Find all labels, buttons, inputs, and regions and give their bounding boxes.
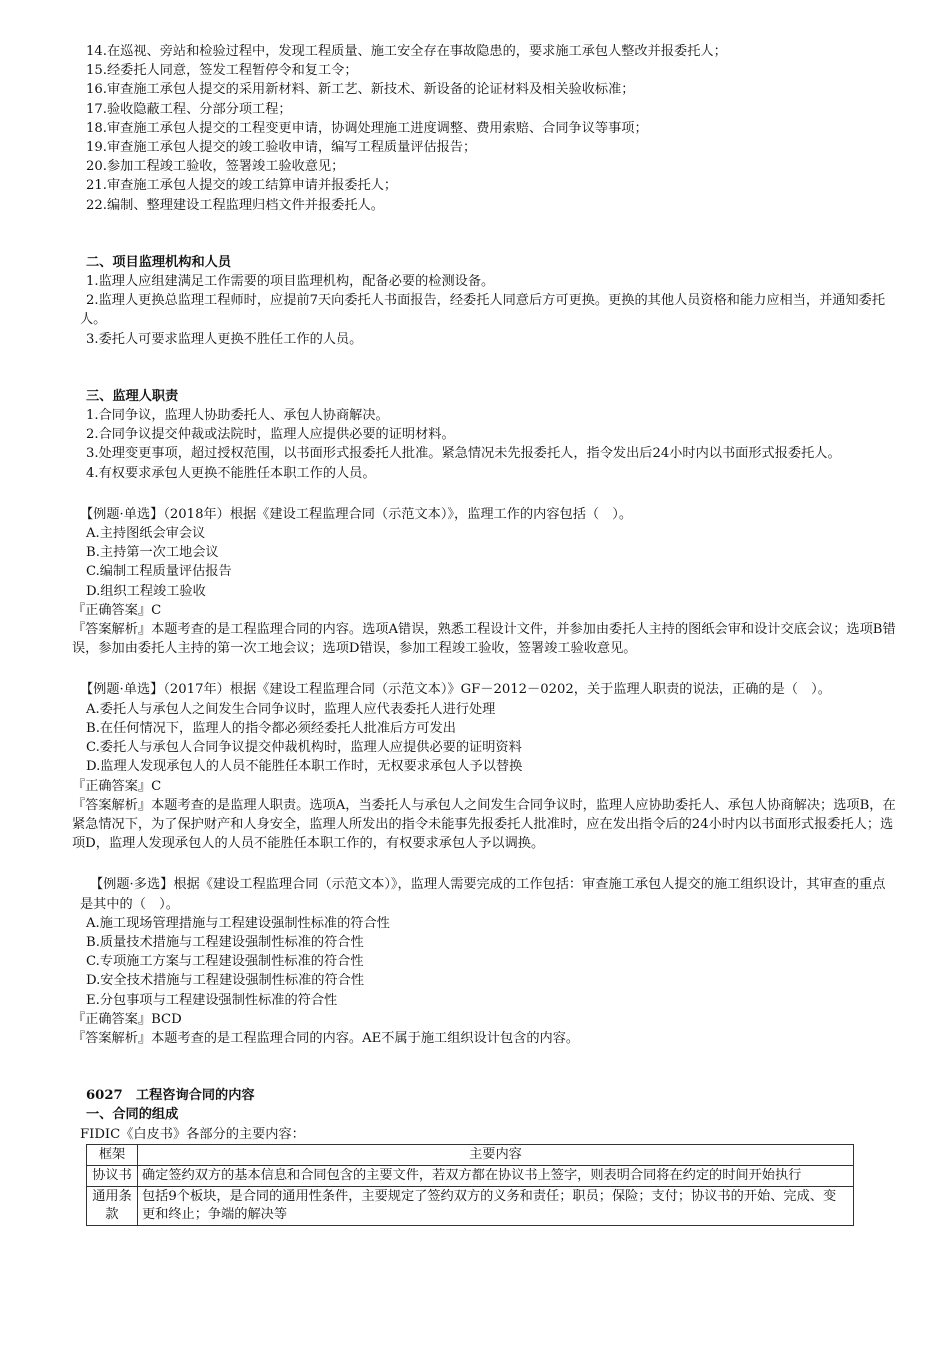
section-item: 2.合同争议提交仲裁或法院时，监理人应提供必要的证明材料。 (86, 427, 455, 443)
table-header: 主要内容 (138, 1144, 854, 1165)
question-text: 【例题·单选】（2017年）根据《建设工程监理合同（示范文本）》GF－2012－0202，关于监理人职责的说法，正确的是（ ）。 (80, 682, 831, 698)
option: A.主持图纸会审会议 (86, 526, 206, 542)
option: B.主持第一次工地会议 (86, 545, 219, 561)
option: B.在任何情况下，监理人的指令都必须经委托人批准后方可发出 (86, 720, 456, 736)
table-header-row (87, 1144, 854, 1165)
section-item: 4.有权要求承包人更换不能胜任本职工作的人员。 (86, 465, 376, 481)
table-row (87, 1165, 854, 1186)
option: C.编制工程质量评估报告 (86, 564, 232, 580)
correct-answer: 『正确答案』C (72, 778, 162, 794)
section-item: 2.监理人更换总监理工程师时，应提前7天向委托人书面报告，经委托人同意后方可更换。更换的其他人员资格和能力应相当，并通知委托人。 (80, 293, 886, 328)
example-question-3 (72, 875, 896, 1048)
section-item: 3.处理变更事项，超过授权范围，以书面形式报委托人批准。紧急情况未先报委托人，指令发出后24小时内以书面形式报委托人。 (86, 446, 841, 462)
table-row (87, 1186, 854, 1225)
option: C.专项施工方案与工程建设强制性标准的符合性 (86, 954, 364, 970)
duty-item: 17.验收隐蔽工程、分部分项工程； (86, 101, 292, 117)
section-item: 3.委托人可要求监理人更换不胜任工作的人员。 (86, 331, 363, 347)
answer-analysis: 『答案解析』本题考查的是监理人职责。选项A，当委托人与承包人之间发生合同争议时，监理人应协助委托人、承包人协商解决；选项B，在紧急情况下，为了保护财产和人身安全，监理人所发出的指令未能事先报委托人批准时，应在发出指令后的24小时内以书面形式报委托人；选项D，监理人发现承包人的人员不能胜任本职工作的，有权要求承包人予以调换。 (72, 797, 896, 852)
option: B.质量技术措施与工程建设强制性标准的符合性 (86, 934, 364, 950)
table-cell: 包括9个板块，是合同的通用性条件，主要规定了签约双方的义务和责任；职员；保险；支付；协议书的开始、完成、变更和终止；争端的解决等 (138, 1186, 854, 1225)
subsection-heading: 一、合同的组成 (86, 1107, 179, 1123)
section-duties (80, 387, 896, 483)
duty-item: 19.审查施工承包人提交的竣工验收申请，编写工程质量评估报告； (86, 140, 477, 156)
example-question-1 (72, 505, 896, 659)
correct-answer: 『正确答案』C (72, 602, 162, 618)
option: C.委托人与承包人合同争议提交仲裁机构时，监理人应提供必要的证明资料 (86, 740, 522, 756)
option: D.组织工程竣工验收 (86, 583, 206, 599)
duty-item: 22.编制、整理建设工程监理归档文件并报委托人。 (86, 197, 384, 213)
question-text: 【例题·多选】根据《建设工程监理合同（示范文本）》，监理人需要完成的工作包括：审查施工承包人提交的施工组织设计，其审查的重点是其中的（ ）。 (80, 877, 886, 912)
table-cell: 确定签约双方的基本信息和合同包含的主要文件，若双方都在协议书上签字，则表明合同将在约定的时间开始执行 (138, 1165, 854, 1186)
answer-analysis: 『答案解析』本题考查的是工程监理合同的内容。AE不属于施工组织设计包含的内容。 (72, 1030, 580, 1046)
section-item: 1.监理人应组建满足工作需要的项目监理机构，配备必要的检测设备。 (86, 274, 495, 290)
fidic-table (86, 1144, 854, 1226)
section-heading: 二、项目监理机构和人员 (86, 254, 232, 270)
section-item: 1.合同争议，监理人协助委托人、承包人协商解决。 (86, 408, 389, 424)
option: D.安全技术措施与工程建设强制性标准的符合性 (86, 973, 365, 989)
option: E.分包事项与工程建设强制性标准的符合性 (86, 992, 338, 1008)
correct-answer: 『正确答案』BCD (72, 1011, 182, 1027)
table-cell: 协议书 (87, 1165, 138, 1186)
duty-item: 18.审查施工承包人提交的工程变更申请，协调处理施工进度调整、费用索赔、合同争议等事项； (86, 120, 648, 136)
table-header: 框架 (87, 1144, 138, 1165)
example-question-2 (72, 680, 896, 853)
table-intro: FIDIC《白皮书》各部分的主要内容： (80, 1126, 305, 1142)
table-cell: 通用条款 (87, 1186, 138, 1225)
option: A.委托人与承包人之间发生合同争议时，监理人应代表委托人进行处理 (86, 701, 496, 717)
duty-item: 21.审查施工承包人提交的竣工结算申请并报委托人； (86, 178, 398, 194)
duty-item: 16.审查施工承包人提交的采用新材料、新工艺、新技术、新设备的论证材料及相关验收标准； (86, 82, 635, 98)
section-6027 (80, 1086, 896, 1226)
question-text: 【例题·单选】（2018年）根据《建设工程监理合同（示范文本）》，监理工作的内容包括（ ）。 (80, 506, 633, 522)
document-page (72, 42, 896, 1226)
duty-item: 15.经委托人同意，签发工程暂停令和复工令； (86, 63, 358, 79)
answer-analysis: 『答案解析』本题考查的是工程监理合同的内容。选项A错误，熟悉工程设计文件，并参加由委托人主持的图纸会审和设计交底会议；选项B错误，参加由委托人主持的第一次工地会议；选项D错误，参加工程竣工验收，签署竣工验收意见。 (72, 622, 896, 657)
option: D.监理人发现承包人的人员不能胜任本职工作时，无权要求承包人予以替换 (86, 759, 523, 775)
section-heading: 三、监理人职责 (86, 388, 179, 404)
duty-item: 20.参加工程竣工验收，签署竣工验收意见； (86, 159, 345, 175)
option: A.施工现场管理措施与工程建设强制性标准的符合性 (86, 915, 390, 931)
duties-list (80, 42, 896, 215)
section-personnel (80, 253, 896, 349)
duty-item: 14.在巡视、旁站和检验过程中，发现工程质量、施工安全存在事故隐患的，要求施工承包人整改并报委托人； (86, 44, 727, 59)
section-heading: 6027 工程咨询合同的内容 (86, 1088, 255, 1104)
